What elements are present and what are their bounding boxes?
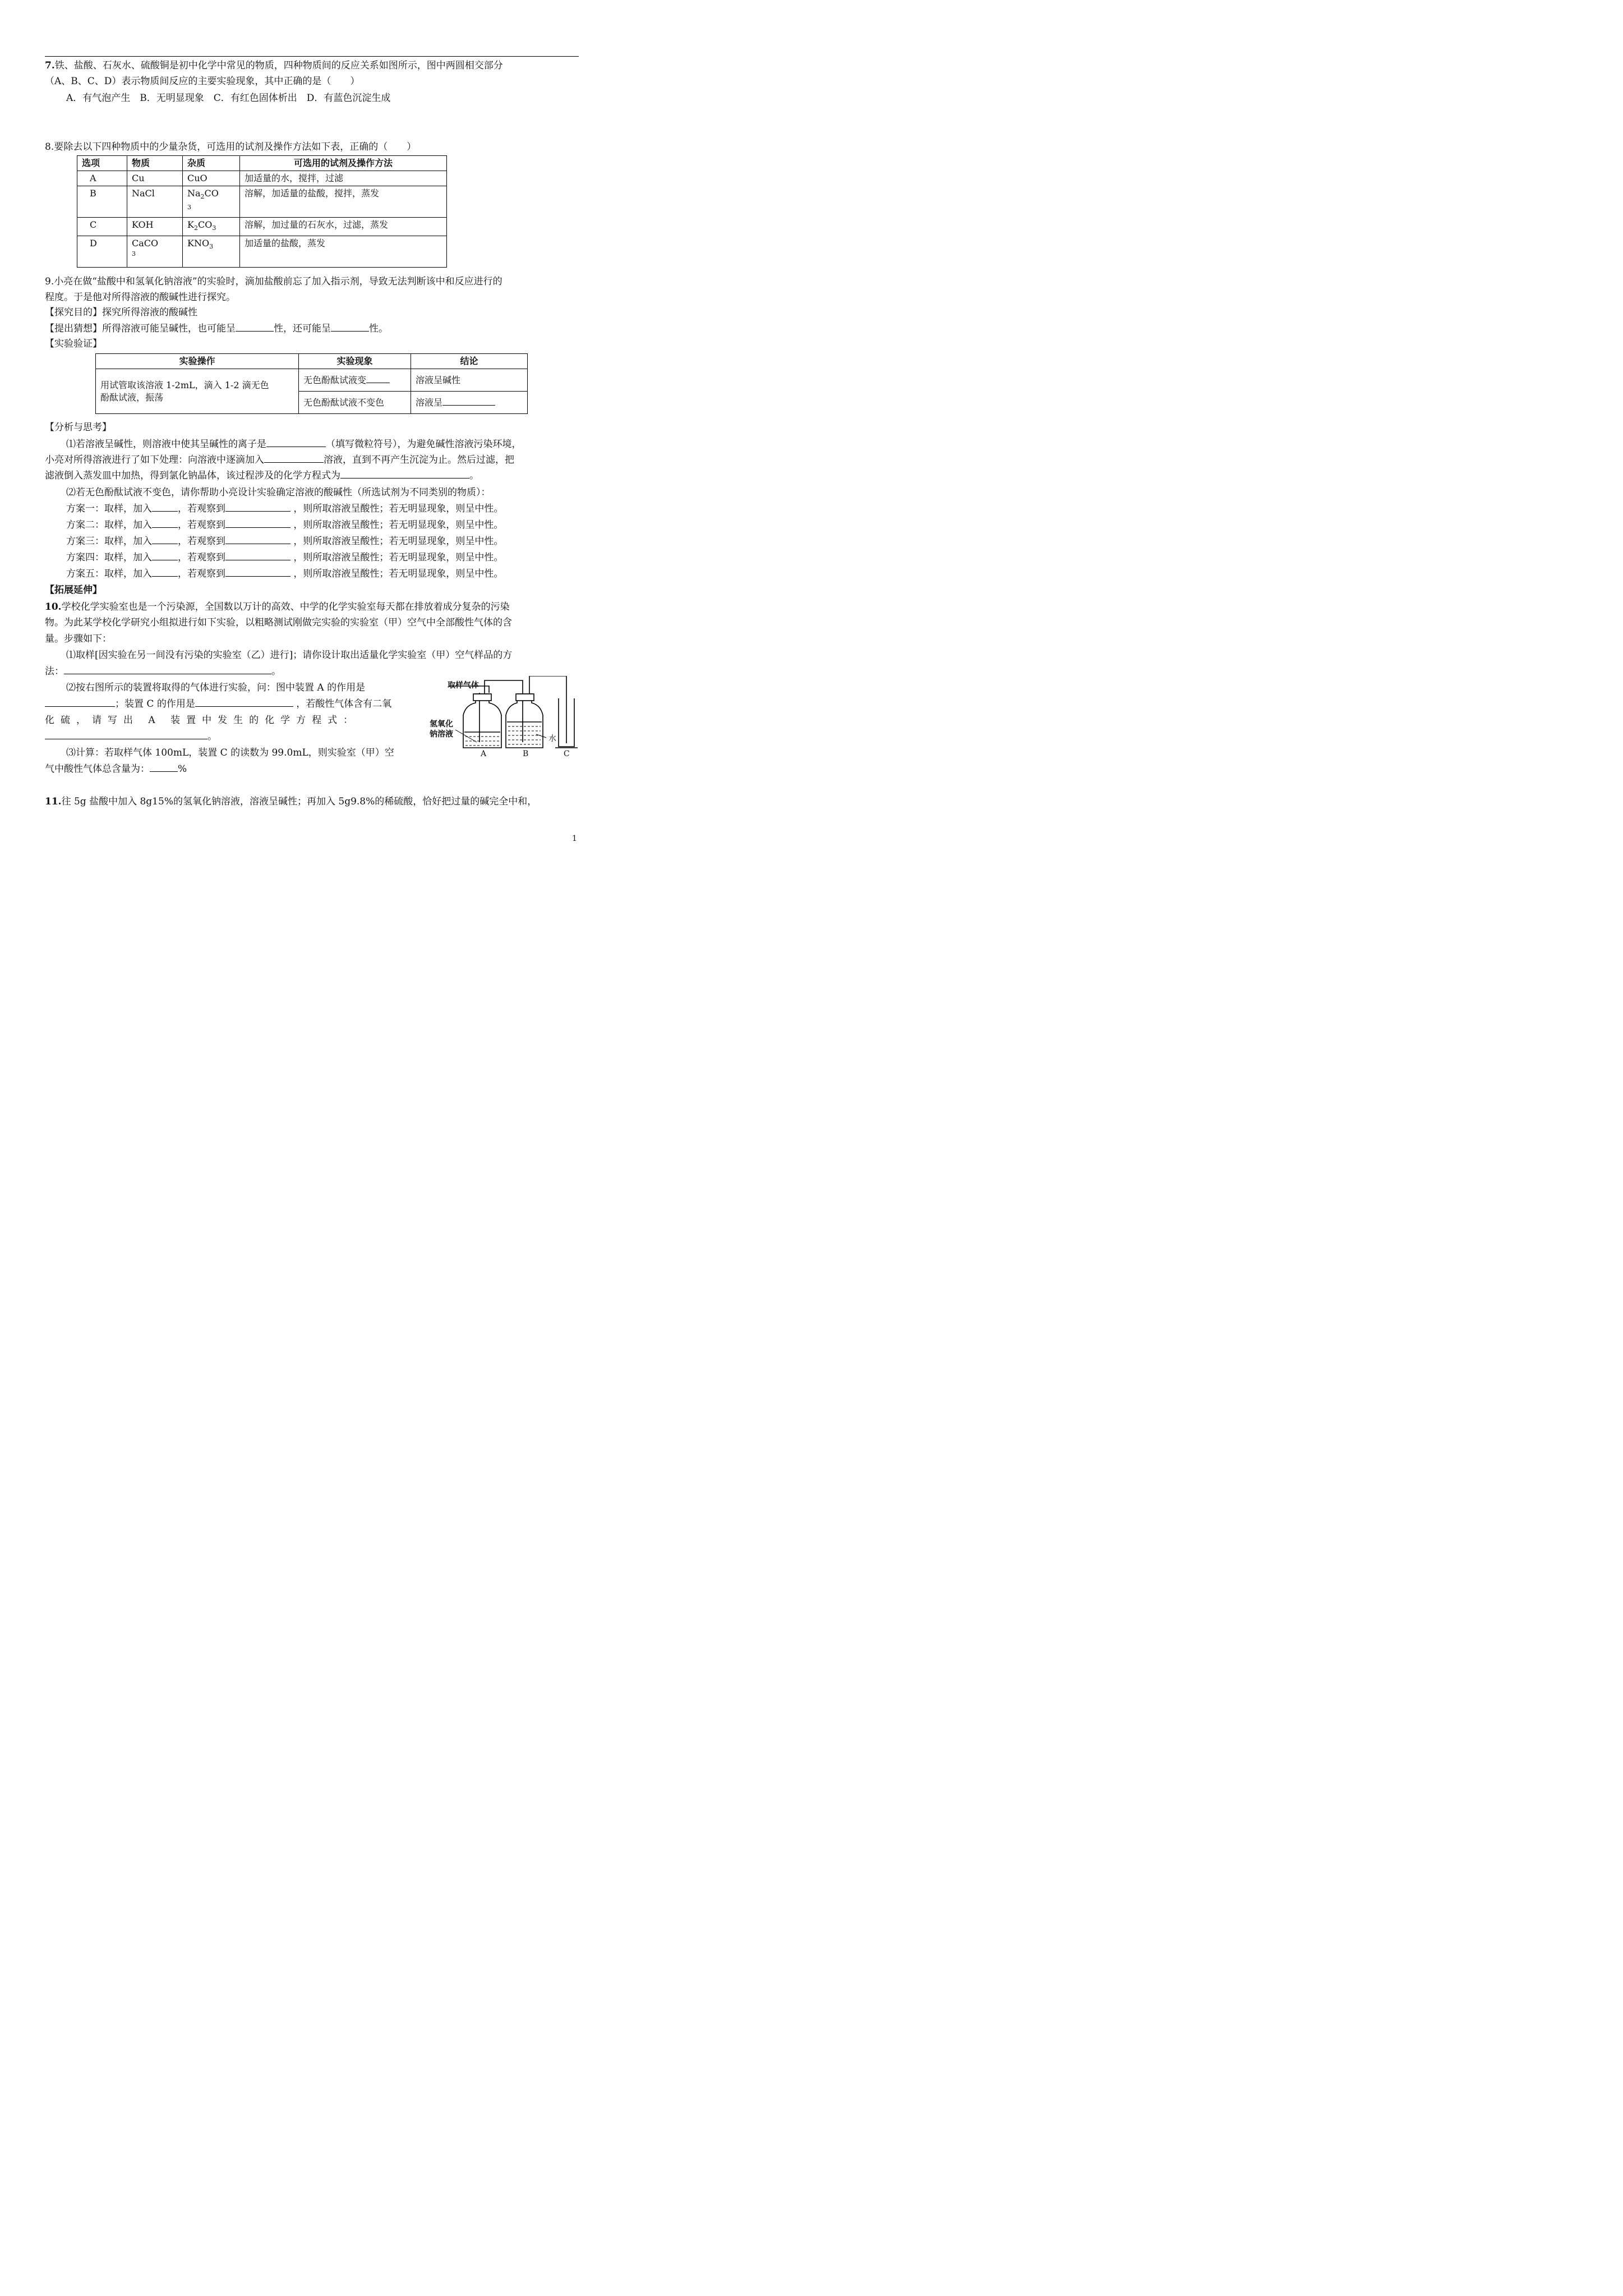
q8-cell-impurity: CuO (183, 171, 240, 186)
q10-s2-line3: 化硫，请写出 A 装置中发生的化学方程式： (45, 715, 359, 726)
q9-purpose: 【探究目的】探究所得溶液的酸碱性 (45, 307, 197, 318)
q9-line1: 9.小亮在做“盐酸中和氢氧化钠溶液”的实验时，滴加盐酸前忘了加入指示剂，导致无法判断该中和反应进行的 (45, 276, 502, 287)
q9-a2: ⑵若无色酚酞试液不变色，请你帮助小亮设计实验确定溶液的酸碱性（所选试剂为不同类别的物质）： (66, 487, 491, 498)
table-row (77, 186, 447, 218)
reagent-blank[interactable] (264, 454, 324, 463)
plan-observation-blank[interactable] (225, 552, 291, 560)
q9-extend-label: 【拓展延伸】 (45, 585, 102, 596)
plan-reagent-blank[interactable] (152, 503, 178, 512)
q8-cell-option: B (77, 186, 127, 218)
q10-s3-line1: ⑶计算：若取样气体 100mL，装置 C 的读数为 99.0mL，则实验室（甲）空 (66, 747, 394, 758)
fig-label-a: A (481, 749, 487, 758)
sampling-method-blank[interactable] (64, 666, 271, 674)
plan-5: 方案五：取样，加入 ，若观察到 ，则所取溶液呈酸性；若无明显现象，则呈中性。 (66, 568, 504, 579)
q8-cell-impurity: $Na_2CO$ 3 (183, 186, 240, 218)
q9-header-operation: 实验操作 (96, 354, 299, 369)
q8-cell-substance: Cu (127, 171, 183, 186)
q9-a1-line2: 小亮对所得溶液进行了如下处理：向溶液中逐滴加入 溶液，直到不再产生沉淀为止。然后过滤，把 (45, 454, 514, 466)
q10-s2-line2: ；装置 C 的作用是 ，若酸性气体含有二氧 (45, 698, 391, 710)
q10-line3: 量。步骤如下： (45, 633, 112, 645)
phenomenon-blank[interactable] (366, 375, 390, 383)
so2-equation-blank[interactable] (45, 731, 208, 739)
q8-stem: 8.要除去以下四种物质中的少量杂货，可选用的试剂及操作方法如下表，正确的（ ） (45, 141, 417, 153)
q9-header-phenomenon: 实验现象 (299, 354, 411, 369)
fig-label-c: C (564, 749, 570, 758)
fig-label-gas: 取样气体 (448, 681, 479, 690)
equation-blank[interactable] (340, 470, 469, 478)
fig-label-water: 水 (548, 734, 556, 743)
q8-header-option: 选项 (77, 156, 127, 171)
top-rule (45, 56, 579, 57)
plan-3: 方案三：取样，加入 ，若观察到 ，则所取溶液呈酸性；若无明显现象，则呈中性。 (66, 536, 504, 547)
plan-observation-blank[interactable] (225, 519, 291, 528)
q8-cell-substance: CaCO 3 (127, 236, 183, 268)
q9-a1-line1: ⑴若溶液呈碱性，则溶液中使其呈碱性的离子是 （填写微粒符号），为避免碱性溶液污染环境， (66, 439, 522, 450)
plan-observation-blank[interactable] (225, 568, 291, 577)
plan-4: 方案四：取样，加入 ，若观察到 ，则所取溶液呈酸性；若无明显现象，则呈中性。 (66, 552, 504, 563)
conclusion-blank[interactable] (442, 397, 495, 406)
q9-cell-phenomenon: 无色酚酞试液变 (299, 369, 411, 392)
q8-cell-method: 加适量的盐酸，蒸发 (240, 236, 447, 268)
q9-cell-conclusion: 溶液呈 (411, 392, 528, 414)
q8-table-header (77, 156, 447, 171)
q9-table-header (96, 354, 528, 369)
q10-s1-line2: 法： 。 (45, 666, 281, 677)
ion-blank[interactable] (266, 439, 326, 447)
device-a-role-blank[interactable] (45, 698, 115, 707)
acid-gas-percent-blank[interactable] (150, 763, 178, 772)
guess-blank-1[interactable] (236, 323, 274, 332)
q10-line1: 10.学校化学实验室也是一个污染源，全国数以万计的高效、中学的化学实验室每天都在排放着成分复杂的污染 (45, 601, 510, 613)
plan-observation-blank[interactable] (225, 536, 291, 544)
bottle-a-stopper (473, 694, 491, 701)
q7-options: A．有气泡产生 B．无明显现象 C．有红色固体析出 D．有蓝色沉淀生成 (66, 93, 391, 104)
q8-header-substance: 物质 (127, 156, 183, 171)
q8-cell-option: D (77, 236, 127, 268)
q8-cell-method: 溶解，加适量的盐酸，搅拌，蒸发 (240, 186, 447, 218)
table-row (77, 218, 447, 236)
q8-cell-substance: KOH (127, 218, 183, 236)
q9-analysis-label: 【分析与思考】 (45, 422, 112, 433)
q8-header-impurity: 杂质 (183, 156, 240, 171)
q8-table (77, 155, 447, 268)
plan-reagent-blank[interactable] (152, 519, 178, 528)
plan-reagent-blank[interactable] (152, 568, 178, 577)
bottle-b-stopper (516, 694, 534, 701)
device-c-role-blank[interactable] (195, 698, 293, 707)
table-row (77, 171, 447, 186)
connect-tube-bc (529, 676, 566, 743)
connect-tube-ab (485, 680, 523, 742)
q10-s1-line1: ⑴取样[因实验在另一间没有污染的实验室（乙）进行]；请你设计取出适量化学实验室（甲）空气样品的方 (66, 650, 513, 661)
q11-stem: 11.往 5g 盐酸中加入 8g15%的氢氧化钠溶液，溶液呈碱性；再加入 5g9.8%的稀硫酸，恰好把过量的碱完全中和， (45, 796, 537, 807)
guess-blank-2[interactable] (331, 323, 369, 332)
page-number: 1 (572, 834, 577, 843)
q8-cell-substance: NaCl (127, 186, 183, 218)
q10-s2-line1: ⑵按右图所示的装置将取得的气体进行实验，问：图中装置 A 的作用是 (66, 682, 366, 693)
q9-cell-conclusion: 溶液呈碱性 (411, 369, 528, 392)
q8-cell-impurity: $KNO_3$ (183, 236, 240, 268)
q8-cell-impurity: $K_2CO_3$ (183, 218, 240, 236)
q7-line1: 7.铁、盐酸、石灰水、硫酸铜是初中化学中常见的物质，四种物质间的反应关系如图所示，图中两圆相交部分 (45, 60, 503, 71)
q9-cell-phenomenon: 无色酚酞试液不变色 (299, 392, 411, 414)
plan-reagent-blank[interactable] (152, 536, 178, 544)
q8-cell-option: A (77, 171, 127, 186)
q8-cell-method: 加适量的水，搅拌，过滤 (240, 171, 447, 186)
fig-label-naoh-1: 氢氧化 (430, 720, 453, 729)
q9-a1-line3: 滤液倒入蒸发皿中加热，得到氯化钠晶体，该过程涉及的化学方程式为 。 (45, 470, 479, 481)
q9-guess: 【提出猜想】所得溶液可能呈碱性，也可能呈 性，还可能呈 性。 (45, 323, 388, 334)
q10-line2: 物。为此某学校化学研究小组拟进行如下实验，以粗略测试刚做完实验的实验室（甲）空气中全部酸性气体的含 (45, 617, 512, 628)
water-pointer (536, 734, 546, 738)
table-row (77, 236, 447, 268)
plan-observation-blank[interactable] (225, 503, 291, 512)
q10-s2-line4: 。 (45, 731, 217, 742)
q8-cell-method: 溶解，加过量的石灰水，过滤，蒸发 (240, 218, 447, 236)
q9-table (95, 353, 528, 414)
fig-label-naoh-2: 钠溶液 (430, 730, 453, 739)
q8-header-method: 可选用的试剂及操作方法 (240, 156, 447, 171)
q9-cell-operation: 用试管取该溶液 1-2mL，滴入 1-2 滴无色 酚酞试液，振荡 (96, 369, 299, 414)
fig-label-b: B (523, 749, 529, 758)
q8-cell-option: C (77, 218, 127, 236)
q9-line2: 程度。于是他对所得溶液的酸碱性进行探究。 (45, 292, 236, 303)
q9-header-conclusion: 结论 (411, 354, 528, 369)
q7-line2: （A、B、C、D）表示物质间反应的主要实验现象，其中正确的是（ ） (45, 76, 360, 87)
table-row (96, 369, 528, 392)
bottle-a (463, 694, 501, 748)
plan-reagent-blank[interactable] (152, 552, 178, 560)
q9-verify-label: 【实验验证】 (45, 338, 102, 349)
plan-2: 方案二：取样，加入 ，若观察到 ，则所取溶液呈酸性；若无明显现象，则呈中性。 (66, 519, 504, 531)
plan-1: 方案一：取样，加入 ，若观察到 ，则所取溶液呈酸性；若无明显现象，则呈中性。 (66, 503, 504, 514)
q10-s3-line2: 气中酸性气体总含量为： % (45, 763, 187, 775)
